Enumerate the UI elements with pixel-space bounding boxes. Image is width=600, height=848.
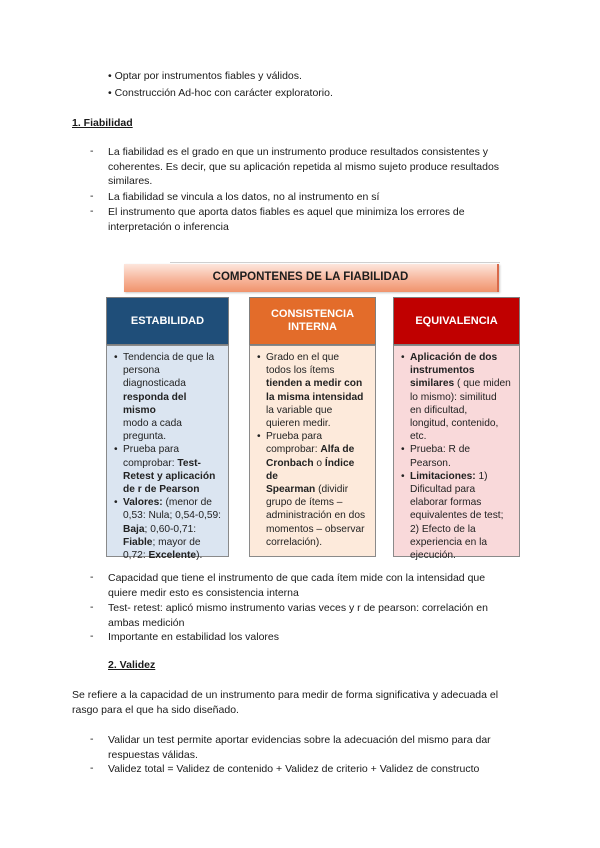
section-heading-validez: 2. Validez <box>108 659 156 671</box>
equivalencia-point-1: • Aplicación de dos instrumentos similares ( que miden lo mismo): similitud en dificultad, longitud, contenido, etc. <box>401 351 513 443</box>
section-heading-fiabilidad: 1. Fiabilidad <box>72 117 133 129</box>
consistencia-point-1: • Grado en el que todos los ítems tienden a medir con la misma intensidad la variable que quieren medir. <box>257 351 369 430</box>
diagram-title: COMPONTENES DE LA FIABILIDAD <box>212 271 409 283</box>
estabilidad-header: ESTABILIDAD <box>106 297 229 345</box>
estabilidad-point-2: • Prueba para comprobar: Test- Retest y aplicación de r de Pearson <box>114 443 222 496</box>
intro-bullet-2: • Construcción Ad-hoc con carácter exploratorio. <box>108 87 333 99</box>
equivalencia-point-3: • Limitaciones: 1) Dificultad para elaborar formas equivalentes de test; 2) Efecto de la experiencia en la ejecución. <box>401 470 513 562</box>
estabilidad-box <box>106 345 229 562</box>
estabilidad-point-3: • Valores: (menor de 0,53: Nula; 0,54-0,59: Baja; 0,60-0,71: Fiable; mayor de 0,72: Excelente). <box>114 496 222 562</box>
validez-paragraph: Se refiere a la capacidad de un instrumento para medir de forma significativa y adecuada el rasgo para el que ha sido diseñado. <box>72 689 499 716</box>
consistencia-box <box>249 345 376 557</box>
equivalencia-box <box>393 345 520 562</box>
intro-bullet-1: • Optar por instrumentos fiables y válidos. <box>108 70 302 82</box>
diagram-title-bar <box>124 264 499 292</box>
estabilidad-point-1: • Tendencia de que la persona diagnosticada responda del mismo modo a cada pregunta. <box>114 351 222 443</box>
equivalencia-header: EQUIVALENCIA <box>393 297 520 345</box>
equivalencia-point-2: • Prueba: R de Pearson. <box>401 443 513 469</box>
consistencia-point-2: • Prueba para comprobar: Alfa de Cronbach o Índice de Spearman (dividir grupo de ítems – administración en dos momentos – observar correlación). <box>257 430 369 549</box>
consistencia-header: CONSISTENCIA INTERNA <box>249 297 376 345</box>
